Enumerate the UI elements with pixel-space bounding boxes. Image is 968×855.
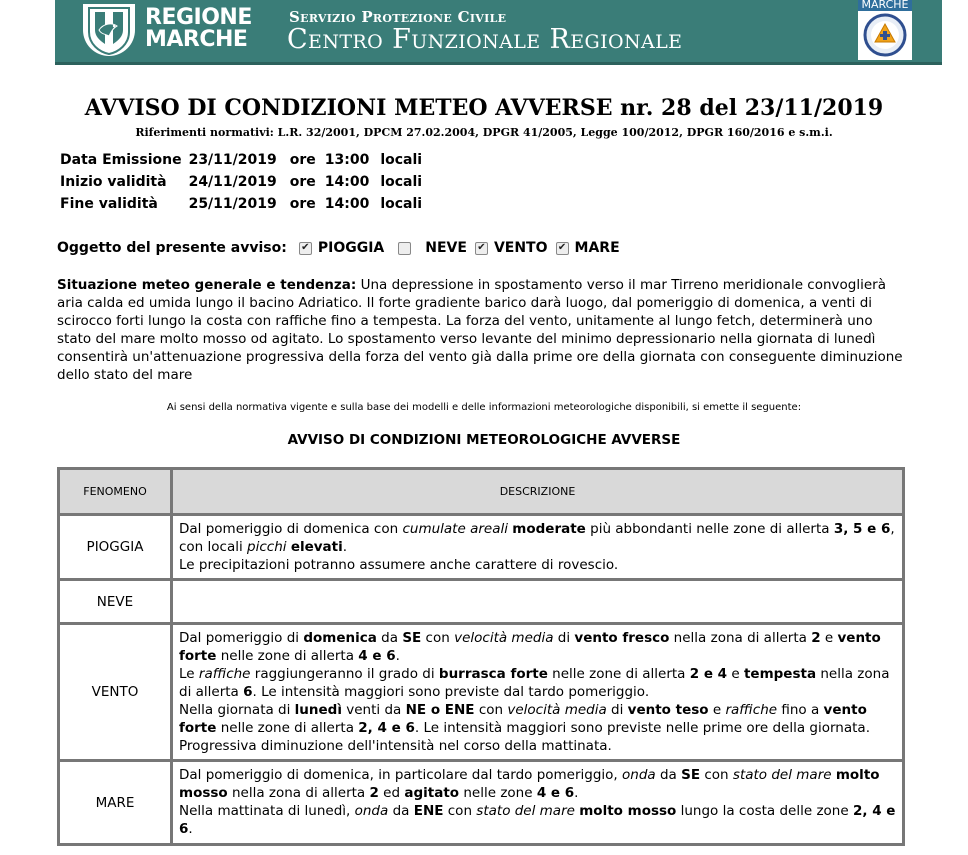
descrizione-text: di [553,630,575,646]
descrizione-paragraph [179,665,896,701]
descrizione-text: raffiche [198,666,251,682]
protezione-civile-emblem-icon [858,11,912,61]
dates-table [57,150,426,216]
descrizione-paragraph [179,556,896,574]
descrizione-text: 2, 4 e 6 [358,720,415,736]
descrizione-text: ENE [413,803,444,819]
descrizione-text: con [700,767,733,783]
descrizione-text: 6 [243,684,253,700]
descrizione-text: moderate [512,521,586,537]
descrizione-text: da [376,630,403,646]
table-row [59,580,904,624]
descrizione-cell [172,761,904,845]
descrizione-text: raffiche [725,702,778,718]
descrizione-text: da [655,767,682,783]
descrizione-text: più abbondanti nelle zone di allerta [585,521,834,537]
date-time: 14:00 [324,173,370,190]
descrizione-cell [172,580,904,624]
descrizione-text: e [708,702,726,718]
descrizione-text: molto mosso [179,767,880,801]
descrizione-text: burrasca forte [438,666,548,682]
descrizione-text: picchi [247,539,287,555]
header-banner [55,0,942,65]
descrizione-text: fino a [777,702,824,718]
descrizione-text: . [574,785,579,801]
checkbox-neve[interactable] [398,242,411,255]
descrizione-text: di [606,702,628,718]
descrizione-cell [172,624,904,761]
avviso-heading: AVVISO DI CONDIZIONI METEOROLOGICHE AVVERSE [287,432,681,448]
descrizione-text: stato del mare [732,767,832,783]
date-suffix: locali [380,195,423,212]
date-ore: ore [289,151,316,168]
descrizione-text: vento fresco [574,630,670,646]
date-row [57,194,426,216]
descrizione-text: con [421,630,455,646]
region-line-1: REGIONE [145,5,252,30]
descrizione-text: onda [354,803,389,819]
descrizione-text: nelle zone di allerta [216,648,359,664]
descrizione-text: stato del mare [476,803,575,819]
checkbox-vento[interactable]: ✔ [475,242,488,255]
descrizione-text: nella zona di allerta [179,666,890,700]
descrizione-text: nella zona di allerta [227,785,370,801]
descrizione-text: lunedì [294,702,342,718]
situazione-meteo [57,276,907,384]
descrizione-paragraph [179,520,896,556]
checkbox-mare[interactable]: ✔ [556,242,569,255]
oggetto-item-label: VENTO [493,240,548,256]
descrizione-text: SE [402,630,422,646]
descrizione-text: , con locali [179,521,895,555]
descrizione-text: nelle zone di allerta [216,720,359,736]
descrizione-text: Nella mattinata di lunedì, [179,803,355,819]
col-fenomeno-header: FENOMENO [59,469,172,515]
descrizione-text: nelle zone [459,785,537,801]
date-suffix: locali [380,173,423,190]
descrizione-text: con [474,702,508,718]
fenomeno-cell: MARE [59,761,172,845]
descrizione-text: lungo la costa delle zone [676,803,853,819]
descrizione-text: . [188,821,193,837]
oggetto-item-label: NEVE [425,240,467,256]
descrizione-text: cumulate areali [402,521,508,537]
descrizione-text: nella zona di allerta [669,630,812,646]
oggetto-avviso [57,240,620,256]
descrizione-text: venti da [341,702,406,718]
date-date: 23/11/2019 [188,151,277,168]
descrizione-text: 4 e 6 [536,785,575,801]
region-name [145,7,252,51]
descrizione-paragraph [179,766,896,802]
oggetto-label: Oggetto del presente avviso: [57,240,287,256]
fenomeno-cell: PIOGGIA [59,515,172,580]
descrizione-text: e [727,666,744,682]
descrizione-text: NE o ENE [405,702,475,718]
date-date: 25/11/2019 [188,195,277,212]
table-row [59,515,904,580]
pc-logo-label: MARCHE [858,0,912,11]
service-name: Servizio Protezione Civile [289,8,507,26]
oggetto-item-label: MARE [574,240,620,256]
descrizione-text: onda [622,767,656,783]
descrizione-text: domenica [303,630,377,646]
date-suffix: locali [380,151,423,168]
descrizione-text: velocità media [507,702,607,718]
regione-marche-logo [83,4,135,56]
col-descrizione-header: DESCRIZIONE [172,469,904,515]
descrizione-text: Le precipitazioni potranno assumere anche carattere di rovescio. [179,557,619,573]
page-title: AVVISO DI CONDIZIONI METEO AVVERSE nr. 28 del 23/11/2019 [84,95,884,121]
situazione-text: Una depressione in spostamento verso il mar Tirreno meridionale convoglierà aria calda ed umida lungo il bacino Adriatico. Il forte gradiente barico darà luogo, dal pomeriggio di domenica, a venti di scirocco forti lungo la costa con raffiche fino a tempesta. La forza del vento, unitamente al lungo fetch, determinerà uno stato del mare molto mosso od agitato. Lo spostamento verso levante del minimo depressionario nella giornata di lunedì consentirà un'attenuazione progressiva della forza del vento già dalla prime ore della giornata con conseguente diminuzione dello stato del mare [57,277,903,383]
descrizione-text: vento forte [179,702,867,736]
date-time: 14:00 [324,195,370,212]
descrizione-text: 2 e 4 [689,666,728,682]
descrizione-cell [172,515,904,580]
dove-emblem-icon [83,4,135,56]
date-label: Fine validità [60,195,158,212]
table-row [59,761,904,845]
descrizione-text: Le [179,666,199,682]
descrizione-text: con [443,803,477,819]
descrizione-text: 3, 5 e 6 [833,521,891,537]
normative-references: Riferimenti normativi: L.R. 32/2001, DPCM 27.02.2004, DPGR 41/2005, Legge 100/2012, DPGR 160/2016 e s.m.i. [135,126,833,139]
descrizione-text: Dal pomeriggio di domenica con [179,521,403,537]
descrizione-text: elevati [290,539,343,555]
descrizione-paragraph [179,629,896,665]
centre-name: Centro Funzionale Regionale [287,24,683,55]
date-date: 24/11/2019 [188,173,277,190]
descrizione-text: Dal pomeriggio di [179,630,304,646]
descrizione-text: molto mosso [579,803,677,819]
descrizione-text: Dal pomeriggio di domenica, in particolare dal tardo pomeriggio, [179,767,623,783]
descrizione-text: . [342,539,348,555]
fenomeno-cell: NEVE [59,580,172,624]
descrizione-text: Nella giornata di [179,702,295,718]
date-row [57,172,426,194]
descrizione-paragraph [179,802,896,838]
descrizione-text: . Le intensità maggiori sono previste nelle prime ore della giornata. Progressiva diminuzione dell'intensità nel corso della mattinata. [179,720,870,754]
descrizione-text: tempesta [743,666,817,682]
descrizione-text: ed [378,785,405,801]
descrizione-text: 4 e 6 [358,648,396,664]
date-label: Inizio validità [60,173,167,190]
descrizione-text: . Le intensità maggiori sono previste dal tardo pomeriggio. [252,684,650,700]
descrizione-text: da [388,803,414,819]
descrizione-text: vento forte [179,630,881,664]
date-time: 13:00 [324,151,370,168]
descrizione-text: SE [681,767,701,783]
descrizione-text: nelle zone di allerta [547,666,690,682]
sensi-statement: Ai sensi della normativa vigente e sulla base dei modelli e delle informazioni meteorologiche disponibili, si emette il seguente: [166,402,802,413]
descrizione-text: 2, 4 e 6 [179,803,896,837]
checkbox-pioggia[interactable]: ✔ [299,242,312,255]
descrizione-text: raggiungeranno il grado di [250,666,439,682]
date-row [57,150,426,172]
descrizione-text: vento teso [627,702,709,718]
table-row [59,624,904,761]
descrizione-text: 2 [811,630,821,646]
descrizione-paragraph [179,701,896,755]
descrizione-text: agitato [404,785,460,801]
descrizione-text: . [395,648,400,664]
date-label: Data Emissione [60,151,182,168]
date-ore: ore [289,195,316,212]
table-header-row [59,469,904,515]
descrizione-text: e [820,630,838,646]
descrizione-text: 2 [369,785,379,801]
fenomeno-cell: VENTO [59,624,172,761]
region-line-2: MARCHE [145,27,248,52]
phenomena-table [57,467,905,846]
date-ore: ore [289,173,316,190]
situazione-label: Situazione meteo generale e tendenza: [57,277,357,293]
descrizione-text: velocità media [454,630,554,646]
protezione-civile-logo [858,0,912,60]
oggetto-item-label: PIOGGIA [317,240,385,256]
